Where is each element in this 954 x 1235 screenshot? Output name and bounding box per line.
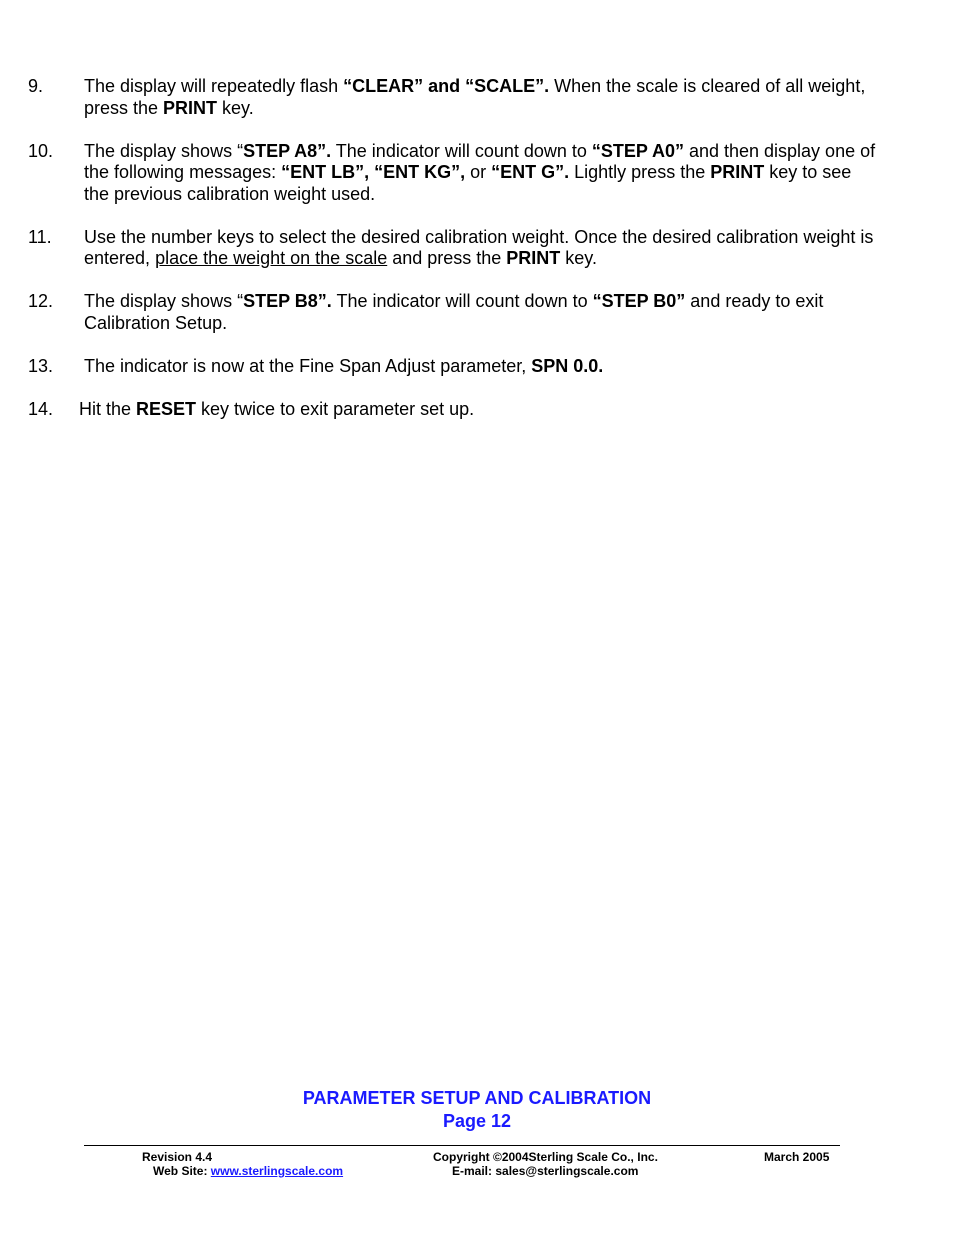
text-run: or xyxy=(465,162,492,182)
text-run: and ready to exit Calibration Setup. xyxy=(84,291,824,333)
step-12 xyxy=(28,291,878,334)
revision-label: Revision 4.4 xyxy=(142,1150,213,1164)
text-run: Lightly press the xyxy=(569,162,711,182)
bold-run: RESET xyxy=(136,398,197,419)
text-run: key. xyxy=(217,97,254,118)
text-run: The display will repeatedly flash xyxy=(84,76,344,96)
text-run: The indicator will count down to xyxy=(331,140,592,161)
text-run: The indicator is now at the Fine Span Adjust parameter, xyxy=(84,355,532,376)
text-run: key twice to exit parameter set up. xyxy=(196,398,475,419)
step-9 xyxy=(28,76,878,119)
step-number: 12. xyxy=(28,291,54,311)
bold-run: PRINT xyxy=(710,162,765,182)
text-run: The display shows “ xyxy=(84,140,244,161)
step-number: 14. xyxy=(28,398,54,419)
step-text xyxy=(84,141,878,206)
step-text xyxy=(84,227,878,270)
text-run: Hit the xyxy=(79,398,137,419)
step-text xyxy=(84,356,878,378)
bold-run: SPN 0.0. xyxy=(531,355,604,376)
bold-run: “ENT G”. xyxy=(491,162,570,182)
bold-run: “STEP A0” xyxy=(591,140,684,161)
page-number: Page 12 xyxy=(442,1110,512,1131)
step-number: 11. xyxy=(28,226,52,247)
step-text xyxy=(84,291,878,334)
bold-run: PRINT xyxy=(163,97,218,118)
bold-run: “CLEAR” and “SCALE”. xyxy=(343,76,550,96)
website-line xyxy=(153,1164,343,1178)
bold-run: STEP A8”. xyxy=(243,140,332,161)
bold-run: “ENT LB”, “ENT KG”, xyxy=(281,162,466,182)
step-13 xyxy=(28,356,878,378)
text-run: The display shows “ xyxy=(84,291,244,311)
text-run: The indicator will count down to xyxy=(331,291,593,311)
text-run: key. xyxy=(560,248,597,268)
text-run: and then display one of the following messages: xyxy=(84,140,876,182)
text-run: When the scale is cleared of all weight, press the xyxy=(84,76,866,118)
step-number: 13. xyxy=(28,355,54,376)
bold-run: PRINT xyxy=(506,248,561,268)
underlined-run: place the weight on the scale xyxy=(155,248,388,268)
bold-run: STEP B8”. xyxy=(243,291,332,311)
email-address: E-mail: sales@sterlingscale.com xyxy=(452,1164,639,1178)
step-text xyxy=(84,76,878,119)
text-run: Use the number keys to select the desired calibration weight. Once the desired calibration weight is entered, xyxy=(84,226,874,268)
footer-section-title xyxy=(0,1087,954,1132)
section-title: PARAMETER SETUP AND CALIBRATION xyxy=(302,1088,652,1108)
text-run: key to see the previous calibration weight used. xyxy=(84,162,852,204)
step-number: 10. xyxy=(28,140,54,161)
bold-run: “STEP B0” xyxy=(592,291,686,311)
step-11 xyxy=(28,227,878,270)
revision-date: March 2005 xyxy=(764,1150,830,1164)
step-text xyxy=(79,399,878,421)
website-label: Web Site: xyxy=(153,1164,211,1178)
website-link[interactable]: www.sterlingscale.com xyxy=(210,1164,344,1178)
copyright-notice: Copyright ©2004Sterling Scale Co., Inc. xyxy=(433,1150,658,1164)
instruction-list xyxy=(28,76,878,442)
text-run: and press the xyxy=(387,248,507,268)
step-number: 9. xyxy=(28,76,44,96)
footer-divider xyxy=(84,1145,840,1146)
step-14 xyxy=(28,399,878,421)
step-10 xyxy=(28,141,878,206)
